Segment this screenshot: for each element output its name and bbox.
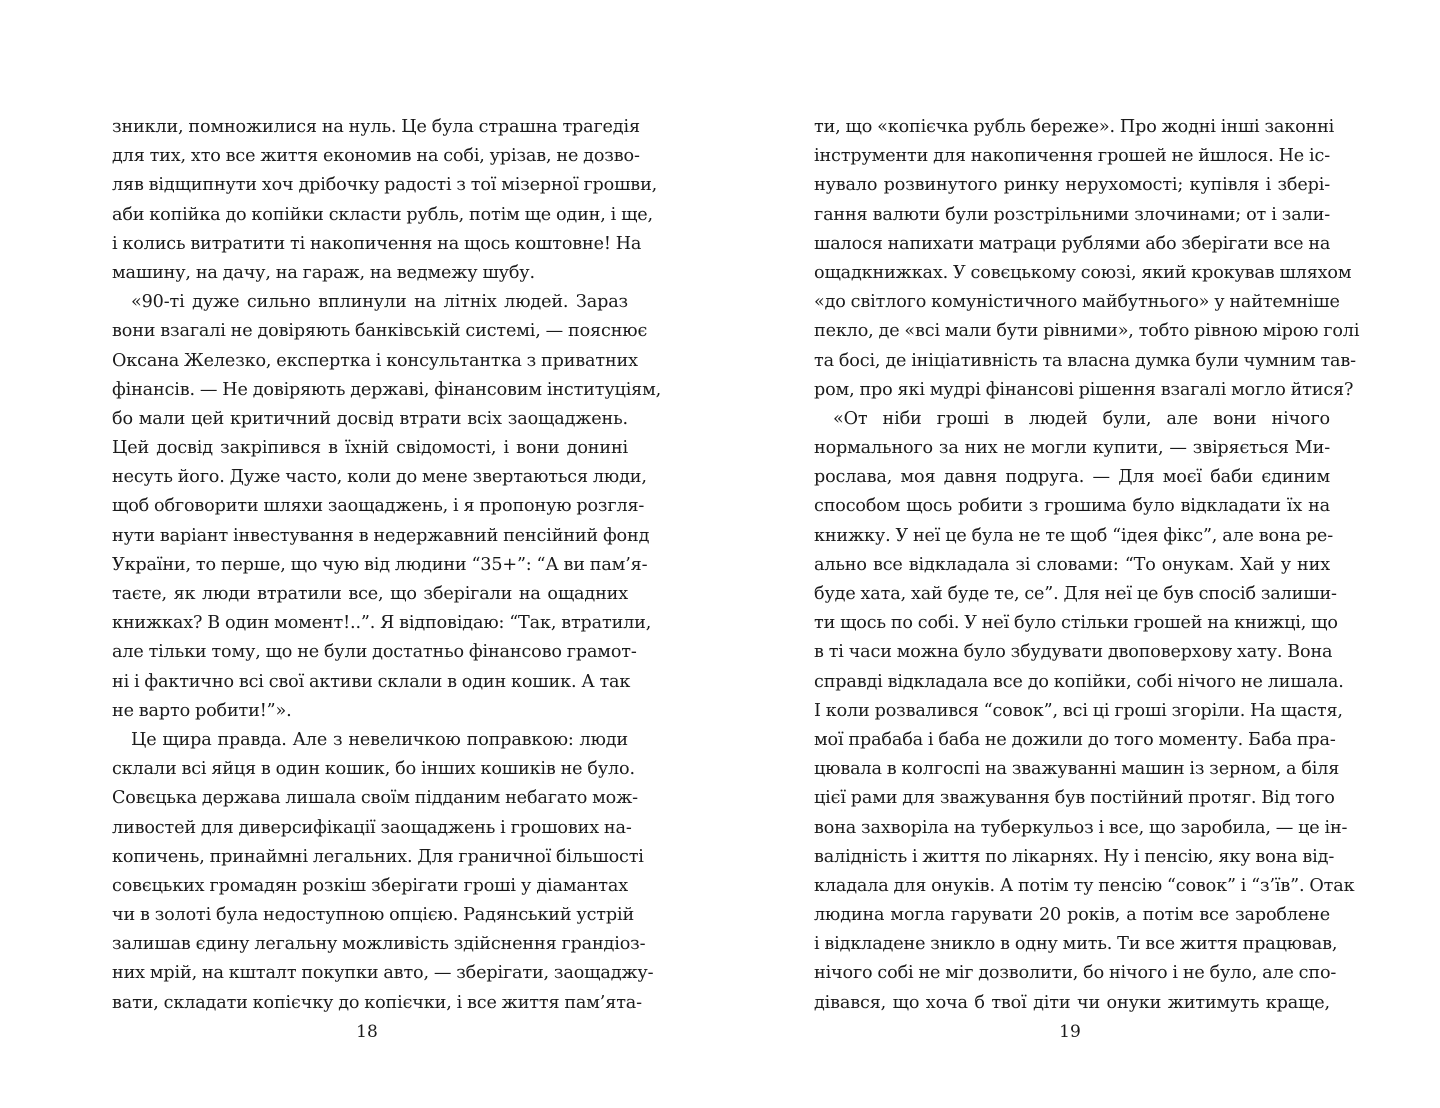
text-line: аби копійка до копійки скласти рубль, потім ще один, і ще, [112,204,653,225]
text-line: них мрій, на кшталт покупки авто, — зберігати, заощаджу- [112,963,654,984]
text-line: склали всі яйця в один кошик, бо інших кошиків не було. [112,759,635,780]
text-line: Оксана Железко, експертка і консультантка з приватних [112,350,638,371]
text-line: ляв відщипнути хоч дрібочку радості з тої мізерної грошви, [112,175,658,196]
text-line: в ті часи можна було збудувати двоповерхову хату. Вона [814,642,1333,663]
text-line: таєте, як люди втратили все, що зберігали на ощадних [112,584,628,604]
text-line: зникли, помножилися на нуль. Це була страшна трагедія [112,117,640,137]
page-number-left: 18 [356,1022,378,1042]
page-number-right: 19 [1059,1022,1081,1042]
text-line: вати, складати копієчку до копієчки, і все життя пам’ята- [112,992,642,1013]
text-line: ром, про які мудрі фінансові рішення взагалі могло йтися? [814,379,1354,400]
text-line: вони взагалі не довіряють банківській системі, — пояснює [112,321,648,342]
text-line: справді відкладала все до копійки, собі нічого не лишала. [814,671,1344,692]
text-line: і відкладене зникло в одну мить. Ти все життя працював, [814,934,1338,955]
text-line: Цей досвід закріпився в їхній свідомості, і вони донині [112,438,628,459]
text-line: ально все відкладала зі словами: “То онукам. Хай у них [814,554,1330,575]
text-line: нувало розвинутого ринку нерухомості; купівля і зберi- [814,175,1330,196]
text-line: ливостей для диверсифікації заощаджень і грошових на- [112,817,632,838]
text-line: кладала для онуків. А потім ту пенсію “совок” і “з’їв”. Отак [814,875,1355,896]
text-line: людина могла гарувати 20 років, а потім все зароблене [814,905,1330,926]
text-line: І коли розвалився “совок”, всі ці гроші згоріли. На щастя, [814,700,1343,721]
text-line: залишав єдину легальну можливість здійснення грандіоз- [112,934,646,955]
text-line: для тих, хто все життя економив на собі, урізав, не дозво- [112,146,640,167]
text-line: несуть його. Дуже часто, коли до мене звертаються люди, [112,467,647,488]
text-line: ти, що «копієчка рубль береже». Про жодні інші законні [814,117,1335,137]
text-line: машину, на дачу, на гараж, на ведмежу шубу. [112,262,535,283]
text-line: нути варіант інвестування в недержавний пенсійний фонд [112,525,650,546]
text-line: рослава, моя давня подруга. — Для моєї баби єдиним [814,467,1330,488]
text-line: інструменти для накопичення грошей не йшлося. Не іс- [814,146,1330,167]
text-line: буде хата, хай буде те, се”. Для неї це був спосіб залиши- [814,584,1337,604]
right-page-body [814,113,1360,1018]
text-line: валідність і життя по лікарнях. Ну і пенсію, яку вона від- [814,846,1335,867]
text-line: вона захворіла на туберкульоз і все, що заробила, — це ін- [814,817,1348,838]
text-line: Це щира правда. Але з невеличкою поправкою: люди [131,729,628,750]
left-page-body [112,113,662,1018]
text-line: шалося напихати матраци рублями або зберігати все на [814,233,1331,254]
text-line: «90-ті дуже сильно вплинули на літніх людей. Зараз [131,292,628,313]
text-line: нормального за них не могли купити, — звіряється Ми- [814,438,1330,459]
text-line: цювала в колгоспі на зважуванні машин із зерном, а біля [814,759,1340,780]
text-line: не варто робити!”». [112,700,292,721]
text-line: фінансів. — Не довіряють державі, фінансовим інституціям, [112,379,662,400]
text-line: щоб обговорити шляхи заощаджень, і я пропоную розгля- [112,496,645,517]
text-line: Совєцька держава лишала своїм підданим небагато мож- [112,788,638,809]
text-line: мої прабаба і баба не дожили до того моменту. Баба пра- [814,729,1336,750]
text-line: «От ніби гроші в людей були, але вони нічого [833,408,1330,429]
text-line: дівався, що хоча б твої діти чи онуки житимуть краще, [814,992,1330,1013]
text-line: і колись витратити ті накопичення на щось коштовне! На [112,233,642,254]
text-line: ти щось по собі. У неї було стільки грошей на книжці, що [814,613,1338,634]
text-line: цієї рами для зважування був постійний протяг. Від того [814,788,1335,809]
text-line: книжку. У неї це була не те щоб “ідея фікс”, але вона ре- [814,525,1333,546]
text-line: але тільки тому, що не були достатньо фінансово грамот- [112,642,637,663]
text-line: книжках? В один момент!..”. Я відповідаю: “Так, втратили, [112,613,652,634]
text-line: способом щось робити з грошима було відкладати їх на [814,496,1330,517]
text-line: копичень, принаймні легальних. Для граничної більшості [112,846,644,867]
text-line: ощадкнижках. У совєцькому союзі, який крокував шляхом [814,262,1352,283]
text-line: нічого собі не міг дозволити, бо нічого і не було, але спо- [814,963,1337,984]
text-line: України, то перше, що чую від людини “35+”: “А ви пам’я- [112,554,648,575]
text-line: бо мали цей критичний досвід втрати всіх заощаджень. [112,408,628,429]
text-line: чи в золоті була недоступною опцією. Радянський устрій [112,905,635,926]
text-line: «до світлого комуністичного майбутнього» у найтемніше [814,292,1340,313]
text-line: пекло, де «всі мали бути рівними», тобто рівною мірою голі [814,321,1360,342]
text-line: гання валюти були розстрільними злочинами; от і зали- [814,204,1330,225]
text-line: совєцьких громадян розкіш зберігати гроші у діамантах [112,875,628,896]
text-line: ні і фактично всі свої активи склали в один кошик. А так [112,671,631,692]
text-line: та босі, де ініціативність та власна думка були чумним тав- [814,350,1356,371]
